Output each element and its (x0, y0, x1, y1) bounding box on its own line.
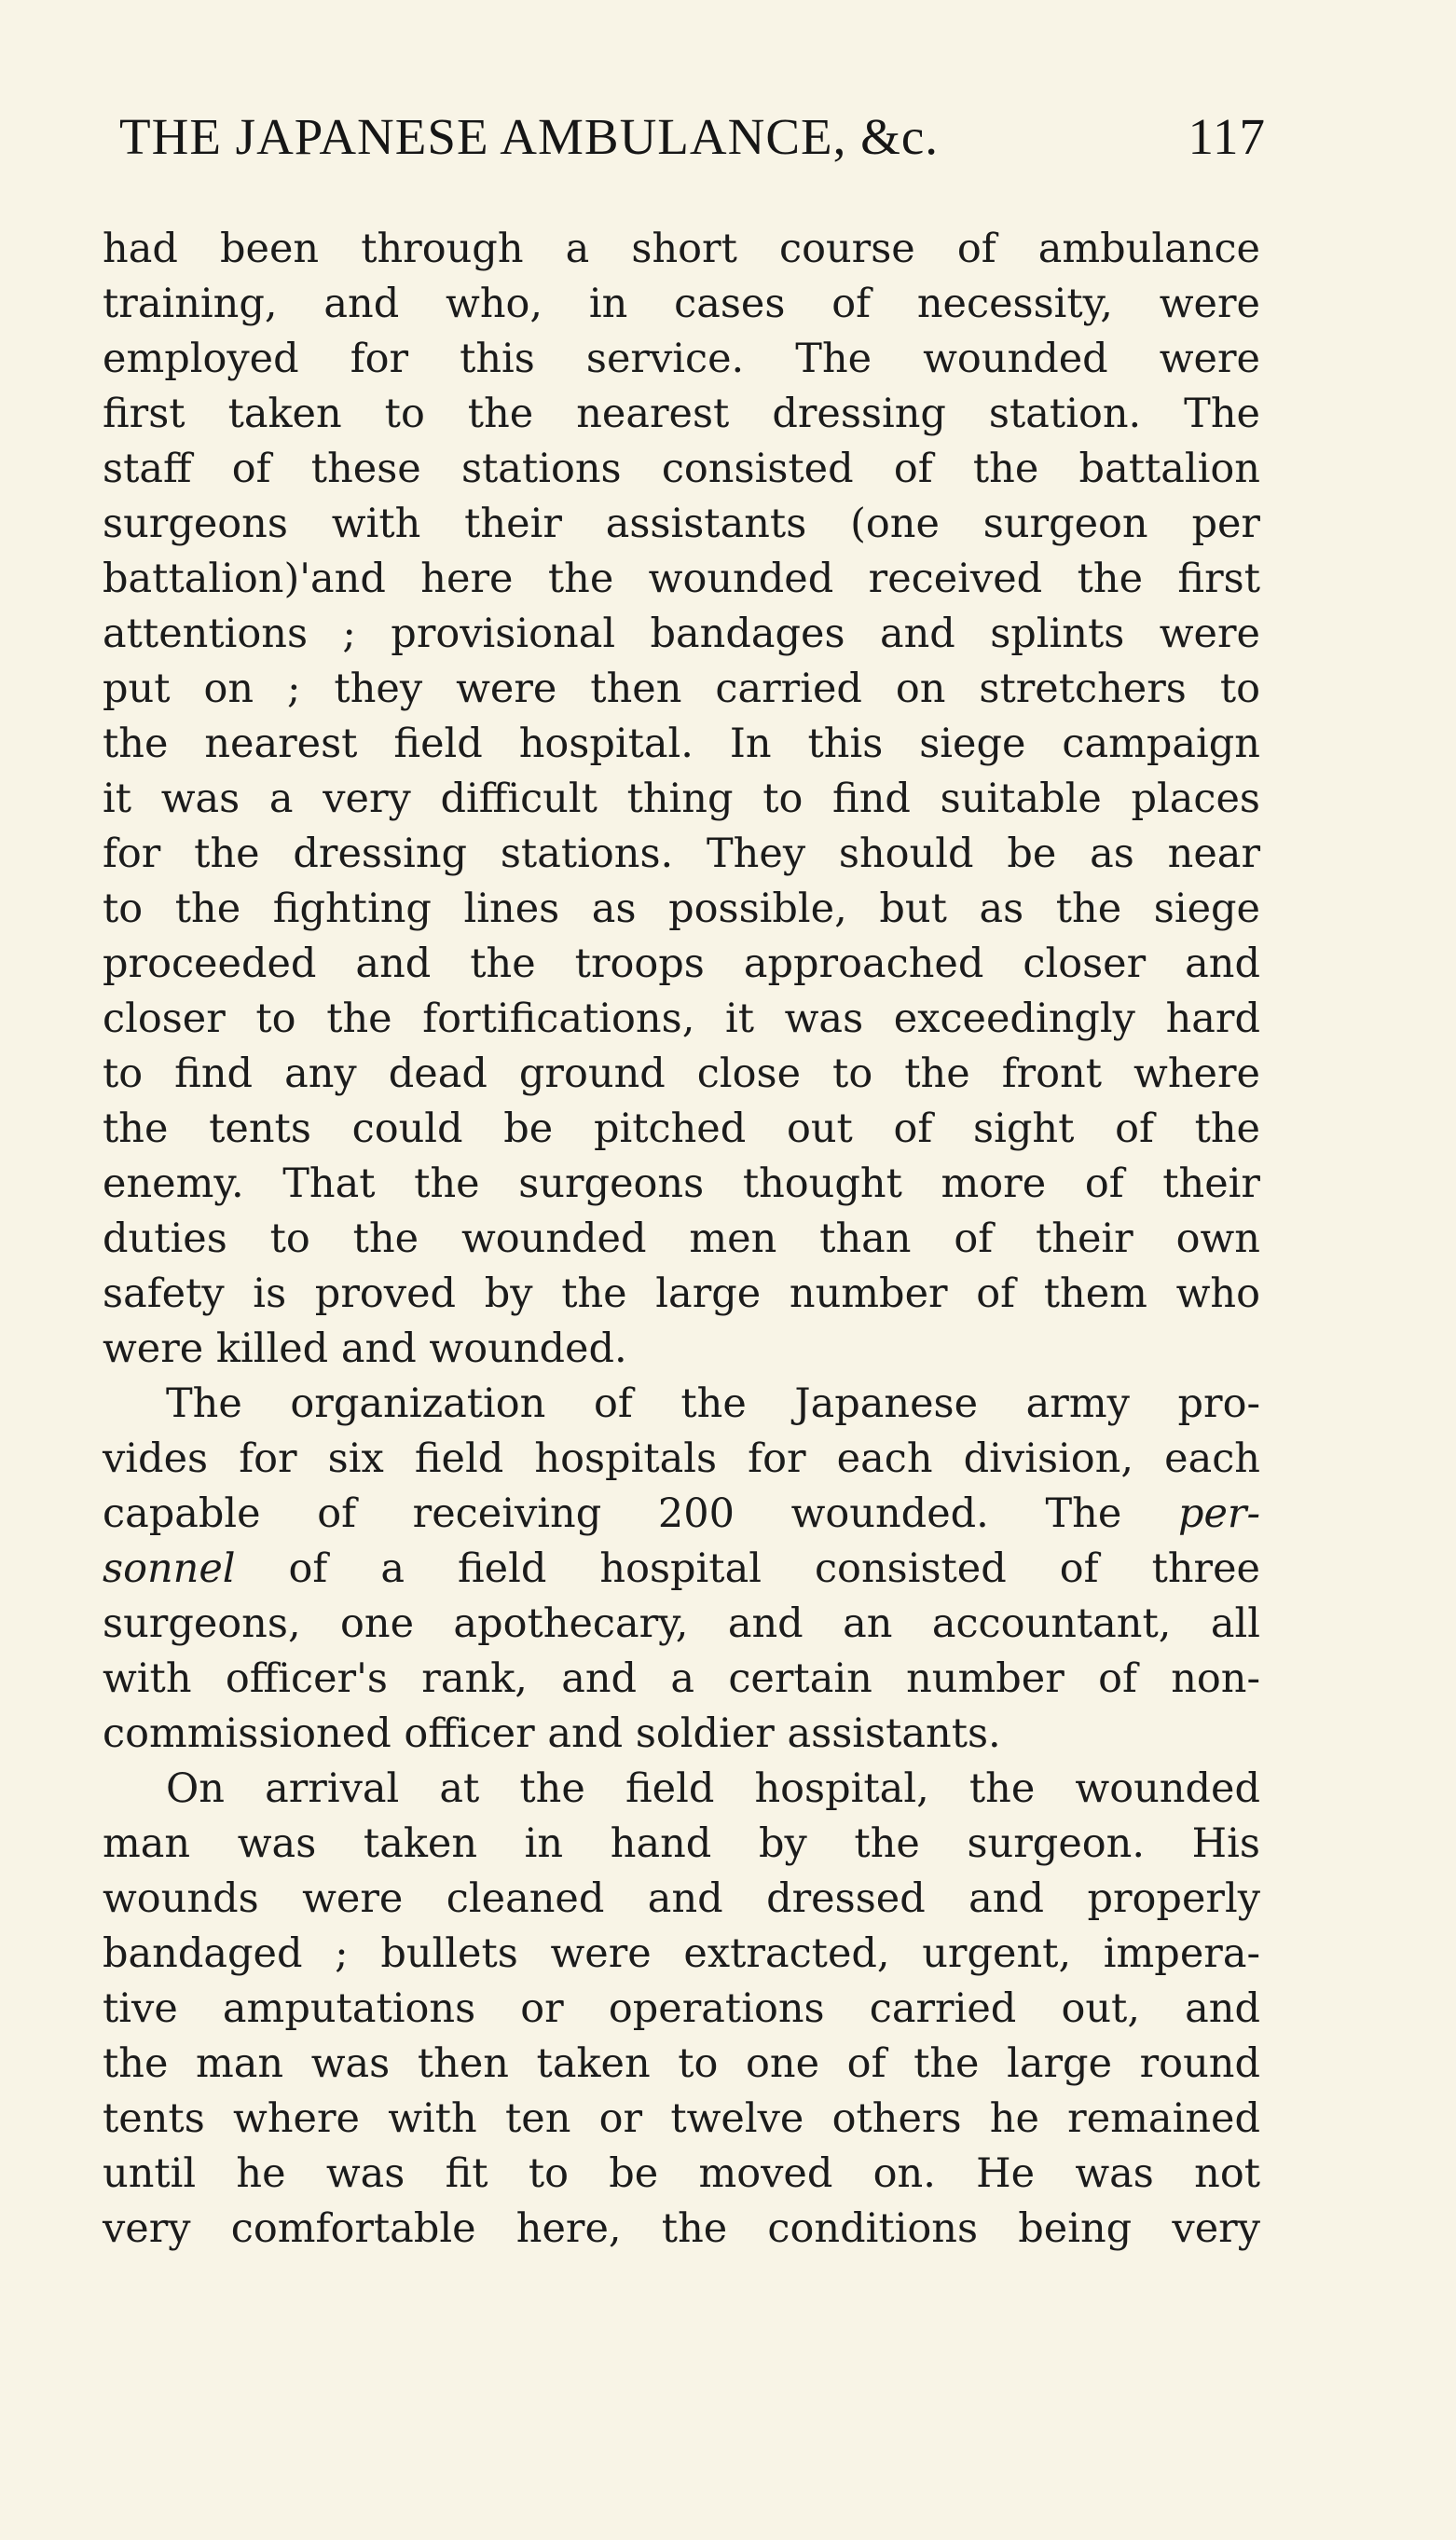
text-line: man was taken in hand by the surgeon. His (103, 1820, 1260, 1867)
text-line: closer to the fortifications, it was exceedingly hard (103, 995, 1260, 1042)
line-segment: of a field hospital consisted of three (288, 1545, 1260, 1592)
text-line: staff of these stations consisted of the battalion (103, 446, 1260, 492)
text-line: bandaged ; bullets were extracted, urgent, impera- (103, 1930, 1260, 1977)
text-line: The organization of the Japanese army pro- (166, 1380, 1260, 1427)
text-line: to find any dead ground close to the front where (103, 1050, 1260, 1097)
text-line: with officer's rank, and a certain number of non- (103, 1655, 1260, 1702)
text-line: training, and who, in cases of necessity, were (103, 281, 1260, 327)
text-line: safety is proved by the large number of them who (103, 1270, 1260, 1317)
text-line: employed for this service. The wounded were (103, 336, 1260, 382)
text-line: tive amputations or operations carried out, and (103, 1985, 1260, 2032)
running-head-title: THE JAPANESE AMBULANCE, &c. (119, 108, 940, 165)
text-line: wounds were cleaned and dressed and properly (103, 1875, 1260, 1922)
text-line: attentions ; provisional bandages and splints were (103, 611, 1260, 657)
text-line: the man was then taken to one of the large round (103, 2040, 1260, 2087)
text-line: first taken to the nearest dressing station. The (103, 391, 1260, 437)
text-line: duties to the wounded men than of their own (103, 1215, 1260, 1262)
body-text (103, 222, 1260, 2257)
text-line: put on ; they were then carried on stretchers to (103, 666, 1260, 712)
text-line: tents where with ten or twelve others he remained (103, 2095, 1260, 2142)
text-line-with-foreign-term (103, 1542, 1260, 1597)
running-head (119, 104, 1266, 170)
text-line: battalion)'and here the wounded received the first (103, 556, 1260, 602)
text-line: for the dressing stations. They should be as near (103, 831, 1260, 877)
italic-term: per- (1177, 1490, 1260, 1537)
page-number: 117 (1188, 108, 1266, 165)
text-line: vides for six field hospitals for each division, each (103, 1435, 1260, 1482)
text-line: had been through a short course of ambulance (103, 226, 1260, 272)
text-line: until he was fit to be moved on. He was not (103, 2150, 1260, 2197)
text-line-with-foreign-term (103, 1487, 1260, 1542)
italic-term: sonnel (103, 1545, 236, 1592)
text-line: commissioned officer and soldier assistants. (103, 1710, 1001, 1757)
text-line: to the fighting lines as possible, but as the siege (103, 886, 1260, 932)
text-line: surgeons with their assistants (one surgeon per (103, 501, 1260, 547)
text-line: On arrival at the field hospital, the wounded (166, 1765, 1260, 1812)
text-line: very comfortable here, the conditions being very (103, 2205, 1260, 2252)
text-line: enemy. That the surgeons thought more of their (103, 1160, 1260, 1207)
text-line: surgeons, one apothecary, and an accountant, all (103, 1600, 1260, 1647)
text-line: proceeded and the troops approached closer and (103, 940, 1260, 987)
line-segment: capable of receiving 200 wounded. The (103, 1490, 1122, 1537)
text-line: it was a very difficult thing to find suitable places (103, 776, 1260, 822)
text-line: the tents could be pitched out of sight of the (103, 1105, 1260, 1152)
text-line: the nearest field hospital. In this siege campaign (103, 721, 1260, 767)
text-line: were killed and wounded. (103, 1325, 627, 1372)
